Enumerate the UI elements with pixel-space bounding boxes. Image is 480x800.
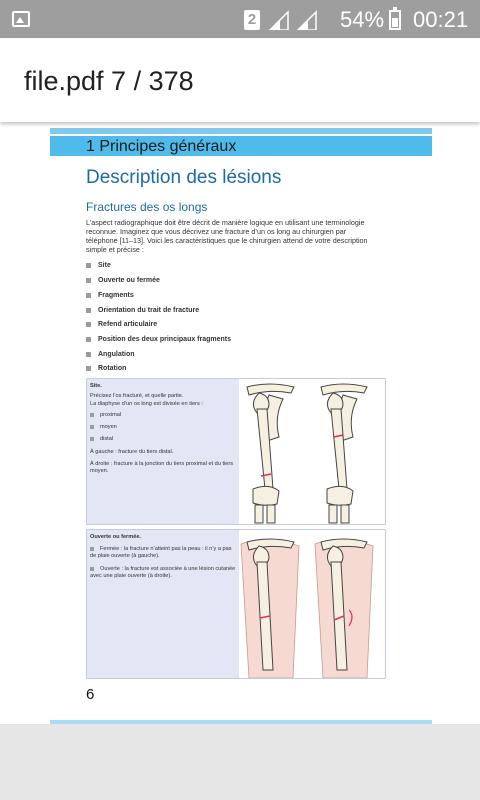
intro-paragraph: L’aspect radiographique doit être décrit de manière logique en utilisant une terminologie reconnue. Imaginez que vous décrivez une fracture d’un os long au chirurgien par téléphone [11–13]. Voici les caractéristiques que le chirurgien attend de votre description simple et précise : [86, 218, 368, 254]
list-item: Angulation [86, 351, 135, 358]
signal-strength-icon-2 [296, 10, 318, 30]
list-item: Ouverte ou fermée [86, 277, 160, 284]
list-item: Refend articulaire [86, 321, 157, 328]
next-page-strip [50, 720, 432, 724]
gallery-notification-icon [12, 11, 30, 27]
panel-caption [87, 530, 239, 678]
arm-illustration [239, 530, 385, 678]
pdf-page[interactable] [0, 122, 480, 724]
list-item: Site [86, 262, 111, 269]
panel-text-line: À droite : fracture à la jonction du tiers proximal et du tiers moyen. [90, 461, 234, 474]
figure-panel-open-closed [86, 529, 386, 679]
figure-panel-site [86, 378, 386, 525]
section-title: 1 Principes généraux [86, 138, 237, 155]
humerus-fracture-figure [239, 379, 385, 524]
status-bar [0, 0, 480, 38]
document-title: file.pdf 7 / 378 [24, 66, 194, 96]
panel-text-line: Précisez l’os fracturé, et quelle partie. [90, 393, 184, 399]
battery-percent: 54% [340, 7, 385, 32]
panel-list-item: Fermée : la fracture n’atteint pas la peau : il n’y a pas de plaie ouverte (à gauche). [90, 546, 232, 559]
clock: 00:21 [413, 7, 469, 32]
panel-list-item: moyen [90, 424, 117, 430]
panel-title: Ouverte ou fermée. [90, 534, 141, 540]
panel-list-item: distal [90, 436, 113, 442]
list-item: Fragments [86, 292, 134, 299]
list-item: Rotation [86, 365, 126, 372]
page-subheading: Fractures des os longs [86, 200, 208, 214]
sim-indicator: 2 [244, 10, 260, 30]
list-item: Position des deux principaux fragments [86, 336, 231, 343]
panel-list-item: Ouverte : la fracture est associée à une lésion cutanée avec une plaie ouverte (à droite). [90, 566, 236, 579]
battery-icon [389, 10, 401, 30]
page-header-strip [50, 128, 432, 134]
page-number: 6 [86, 686, 95, 703]
humerus-illustration [239, 379, 385, 524]
page-heading: Description des lésions [86, 167, 282, 188]
panel-text-line: La diaphyse d’un os long est divisée en tiers : [90, 401, 203, 407]
app-bar [0, 38, 480, 122]
panel-list-item: proximal [90, 412, 121, 418]
list-item: Orientation du trait de fracture [86, 307, 199, 314]
panel-caption [87, 379, 239, 524]
open-closed-fracture-figure [239, 530, 385, 678]
panel-text-line: À gauche : fracture du tiers distal. [90, 449, 174, 455]
panel-title: Site. [90, 383, 102, 389]
signal-strength-icon [268, 10, 290, 30]
